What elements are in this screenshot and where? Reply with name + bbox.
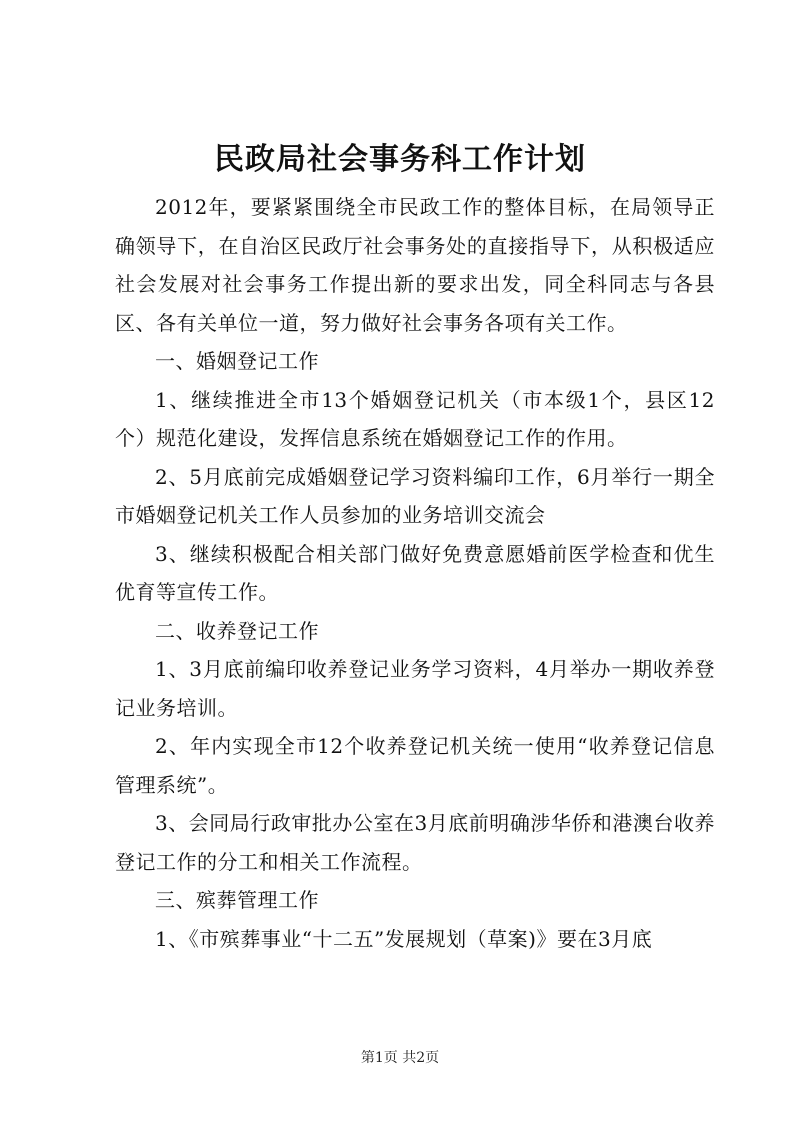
document-title: 民政局社会事务科工作计划 (214, 142, 586, 177)
marriage-item-3: 3、继续积极配合相关部门做好免费意愿婚前医学检查和优生优育等宣传工作。 (115, 541, 715, 604)
marriage-item-1: 1、继续推进全市13个婚姻登记机关（市本级1个，县区12个）规范化建设，发挥信息系统在婚姻登记工作的作用。 (115, 387, 715, 450)
marriage-item-2: 2、5月底前完成婚姻登记学习资料编印工作，6月举行一期全市婚姻登记机关工作人员参加的业务培训交流会 (115, 464, 715, 527)
section-heading-marriage: 一、婚姻登记工作 (155, 349, 319, 373)
section-heading-adoption: 二、收养登记工作 (155, 618, 319, 643)
adoption-item-3: 3、会同局行政审批办公室在3月底前明确涉华侨和港澳台收养登记工作的分工和相关工作流程。 (115, 811, 715, 874)
adoption-item-1: 1、3月底前编印收养登记业务学习资料，4月举办一期收养登记业务培训。 (115, 657, 715, 720)
intro-paragraph: 2012年，要紧紧围绕全市民政工作的整体目标，在局领导正确领导下，在自治区民政厅社会事务处的直接指导下，从积极适应社会发展对社会事务工作提出新的要求出发，同全科同志与各县区、各有关单位一道，努力做好社会事务各项有关工作。 (115, 195, 715, 335)
section-heading-funeral: 三、殡葬管理工作 (155, 888, 319, 912)
page-footer: 第1页 共2页 (360, 1050, 440, 1066)
funeral-item-1: 1、《市殡葬事业“十二五”发展规划（草案)》要在3月底 (155, 926, 653, 951)
adoption-item-2: 2、年内实现全市12个收养登记机关统一使用“收养登记信息管理系统”。 (115, 734, 715, 797)
document-body (115, 188, 715, 958)
